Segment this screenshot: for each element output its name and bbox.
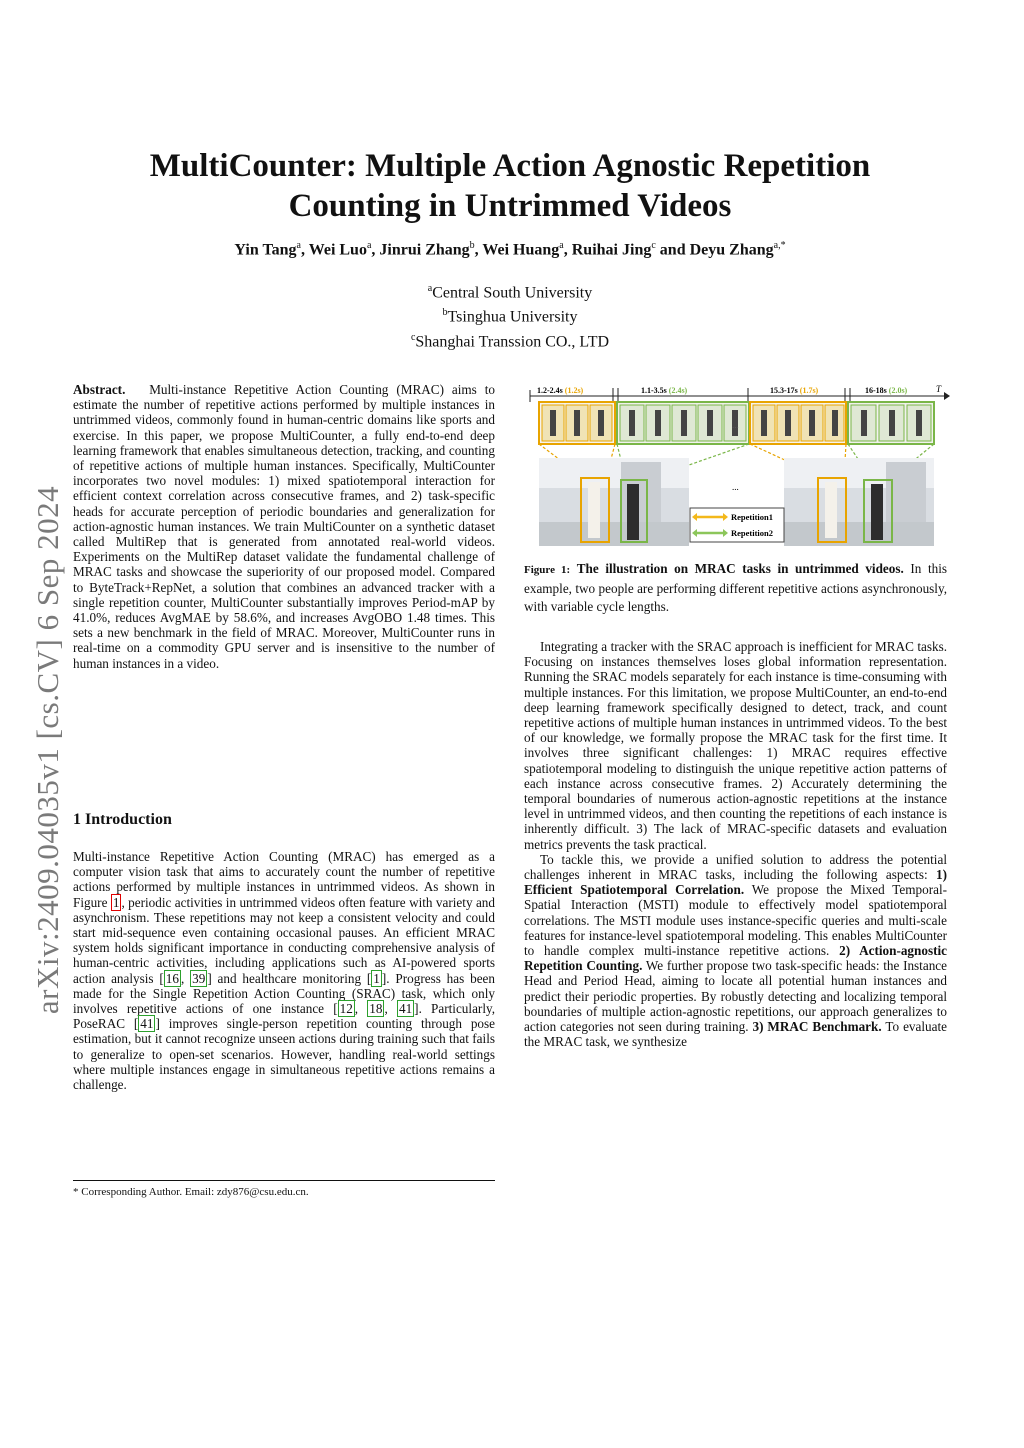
figure-1-illustration [526, 382, 950, 548]
thumbnail-strip-right [750, 402, 934, 444]
affiliations [80, 279, 940, 352]
figure-link[interactable]: 1 [112, 894, 120, 910]
figure-1-caption: Figure 1: The illustration on MRAC tasks in untrimmed videos. In this example, two people are performing different repetitive actions asynchronously, with variable cycle lengths. [524, 561, 948, 615]
timeline-arrow-icon [944, 392, 950, 400]
paper-title: MultiCounter: Multiple Action Agnostic Repetition Counting in Untrimmed Videos [149, 148, 871, 224]
thumbnail-strip-left [539, 402, 749, 444]
section-heading-introduction: 1 Introduction [73, 811, 172, 828]
ellipsis: ... [732, 482, 739, 492]
abstract-text: Multi-instance Repetitive Action Counting (MRAC) aims to estimate the number of repetitive actions performed by multiple instances in untrimmed videos, commonly found in human-centric domains like sports and exercise. In this paper, we propose MultiCounter, a fully end-to-end deep learning framework that enables simultaneous detection, tracking, and counting of repetitive actions of multiple human instances. Specifically, MultiCounter incorporates two novel modules: 1) mixed spatiotemporal interaction for efficient context correlation across consecutive frames, and 2) task-specific heads for accurate perception of periodic boundaries and generalization for action-agnostic human instances. We train MultiCounter on a synthetic dataset called MultiRep that is generated from annotated real-world videos. Experiments on the MultiRep dataset validate the fundamental challenge of MRAC tasks and showcase the superiority of our proposed model. Compared to ByteTrack+RepNet, a solution that combines an advanced tracker with a single repetition counter, MultiCounter substantially improves Period-mAP by 41.0%, reduces AvgMAE by 58.6%, and increases AvgOBO 1.48 times. This sets a new benchmark in the field of MRAC. Moreover, MultiCounter runs in real-time on a commodity GPU server and is insensitive to the number of human instances in a video. [73, 382, 496, 671]
footnote: * Corresponding Author. Email: zdy876@csu.edu.cn. [73, 1186, 309, 1198]
citation-link[interactable]: 18 [369, 1001, 383, 1017]
citation-link[interactable]: 16 [165, 970, 179, 986]
author-sup: a [296, 240, 301, 251]
footnote-rule [73, 1180, 495, 1181]
author-sup: b [469, 240, 475, 251]
citation-link[interactable]: 41 [398, 1001, 413, 1017]
author-sup: a [559, 240, 564, 251]
author-sup: a [366, 240, 372, 251]
author-name: Wei Luo [308, 241, 367, 259]
paragraph: To tackle this, we provide a unified solution to address the potential challenges inherent in MRAC tasks, including the following aspects: 1) Efficient Spatiotemporal Correlation. We propose the Mixed Temporal-Spatial Interaction (MSTI) module to effectively model spatiotemporal correlations. The MSTI module uses instance-specific queries and multi-scale features for instance-level spatiotemporal modeling. This enables MultiCounter to handle complex multi-instance repetitive actions. 2) Action-agnostic Repetition Counting. We further propose two task-specific heads: the Instance Head and Period Head, aiming to locate all potential human instances and predict their periodic properties. By robustly detecting and localizing temporal boundaries of multiple action-agnostic repetitions, our approach generalizes to action categories not seen during training. 3) MRAC Benchmark. To evaluate the MRAC task, we synthesize [524, 851, 948, 1050]
arxiv-sidebar [30, 460, 66, 1040]
figure-1 [526, 382, 950, 548]
author-name: Deyu Zhang [689, 241, 774, 259]
author-sup: c [651, 240, 656, 251]
right-column-body [524, 639, 947, 1049]
intro-paragraph: Multi-instance Repetitive Action Counting (MRAC) has emerged as a computer vision task that aims to accurately count the number of repetitive actions performed by multiple instances in untrimmed videos. As shown in Figure 1 , periodic activities in untrimmed videos often feature with variety and asynchronism. These repetitions may not keep a consistent velocity and could start mid-sequence even containing occasional pauses. An efficient MRAC system holds significant importance in conducting comprehensive analysis of human-centric activities, including applications such as AI-powered sports action analysis [ 16 , 39 ] and healthcare monitoring [ 1 ]. Progress has been made for the Single Repetition Action Counting (SRAC) task, which only involves repetitive actions of one instance [ 12 , 18 , 41 ]. Particularly, PoseRAC [ 41 ] improves single-person repetition counting through pose estimation, but it cannot recognize unseen actions during training such that fails to generalize to open-set scenarios. However, handling real-world settings where multiple instances engage in simultaneous repetitive actions remains a challenge. [73, 849, 496, 1093]
segment-label: 1.2-2.4s (1.2s) [537, 386, 584, 395]
affiliation: $^a$Central South University [427, 283, 593, 302]
legend-label: Repetition2 [731, 528, 774, 538]
author-sup-corresponding[interactable]: a,* [773, 240, 786, 251]
author-list: Yin Tang$^a$, Wei Luo$^a$, Jinrui Zhang$^b$, Wei Huang$^a$, Ruihai Jing$^c$ and Deyu Zhang$^{a,*}$ [234, 240, 786, 259]
video-frame-left [539, 458, 689, 546]
ellipsis: ... [732, 420, 739, 430]
segment-label: 15.3-17s (1.7s) [770, 386, 819, 395]
citation-link[interactable]: 39 [192, 970, 206, 986]
author-name: Yin Tang [234, 241, 297, 259]
abstract-label: Abstract. [73, 382, 126, 397]
axis-label: T [936, 384, 942, 394]
author-name: Jinrui Zhang [379, 241, 470, 259]
figure-legend [690, 508, 784, 542]
segment-label: 16-18s (2.0s) [865, 386, 908, 395]
figure-label: Figure 1: [524, 564, 571, 576]
video-frame-right [784, 458, 934, 546]
segment-label: 1.1-3.5s (2.4s) [641, 386, 688, 395]
arxiv-id: arXiv:2409.04035v1 [cs.CV] 6 Sep 2024 [30, 485, 65, 1015]
legend-label: Repetition1 [731, 512, 774, 522]
citation-link[interactable]: 12 [339, 1001, 353, 1017]
author-and: and [659, 241, 686, 259]
affiliation: $^b$Tsinghua University [442, 307, 578, 326]
abstract [73, 382, 495, 671]
author-name: Wei Huang [482, 241, 560, 259]
affiliation: $^c$Shanghai Transsion CO., LTD [410, 331, 610, 350]
paragraph: Integrating a tracker with the SRAC approach is inefficient for MRAC tasks. Focusing on instances themselves loses global information representation. Running the SRAC models separately for each instance is time-consuming with multiple instances. For this limitation, we propose MultiCounter, an end-to-end deep learning framework specifically designed to detect, track, and count repetitive actions of multiple human instances in untrimmed videos. To the best of our knowledge, we formally propose the MRAC task for the first time. It involves three significant challenges: 1) MRAC requires effective spatiotemporal modeling to distinguish the unique repetitive action patterns of each instance across consecutive frames. 2) Accurately determining the temporal boundaries of numerous action-agnostic repetitions at the instance level in untrimmed videos, and then counting the repetitions of each instance is inherently difficult. 3) The lack of MRAC-specific datasets and evaluation metrics prevents the task practical. [524, 639, 947, 852]
citation-link[interactable]: 41 [140, 1016, 154, 1032]
author-name: Ruihai Jing [571, 241, 652, 259]
citation-link[interactable]: 1 [373, 970, 380, 986]
